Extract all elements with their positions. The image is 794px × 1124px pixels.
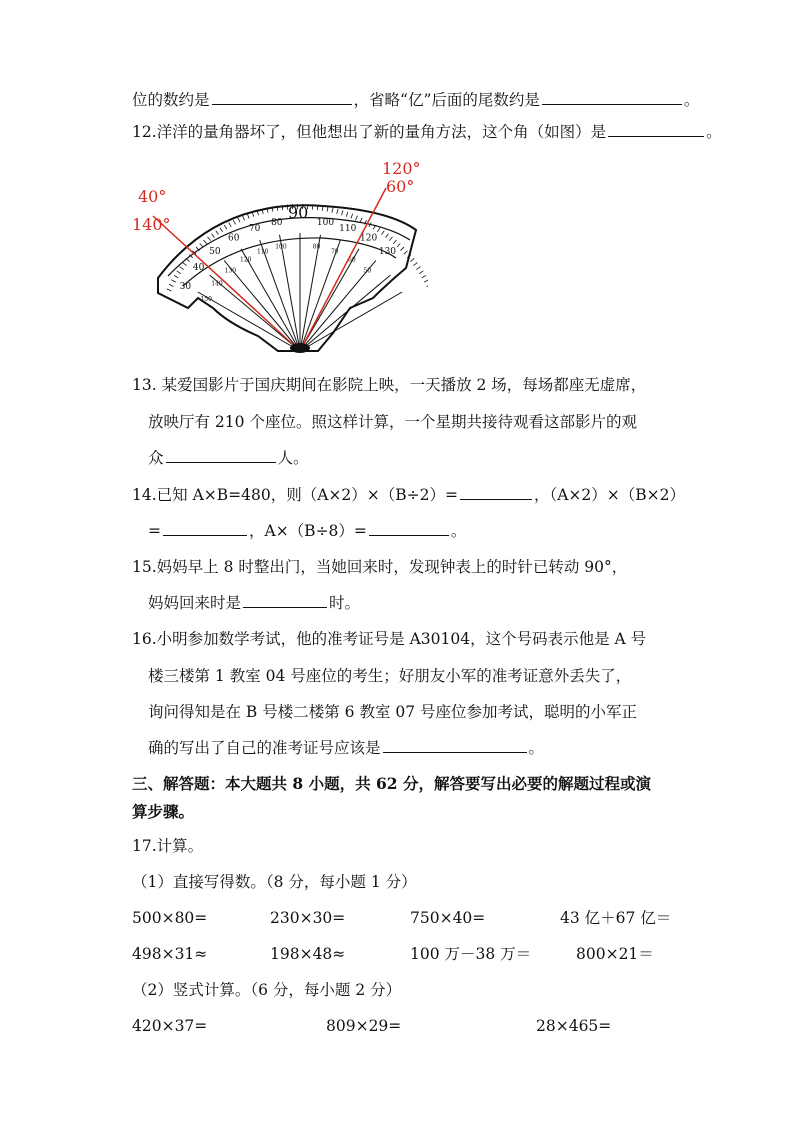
calc-item: 420×37= [132,1017,208,1035]
label-140: 140° [132,215,171,234]
q14-text-c: = [148,522,161,540]
tick-mark [419,271,423,274]
label-120: 120° [382,159,421,178]
q12-text: 12.洋洋的量角器坏了，但他想出了新的量角方法，这个角（如图）是 [132,123,607,141]
q16-blank[interactable] [383,738,527,753]
inner-tick-label: 150 [200,296,212,303]
calc-item: 28×465= [536,1017,612,1035]
tick-mark [422,275,426,278]
outer-tick-label: 110 [339,223,357,234]
q16-text-a: 确的写出了自己的准考证号应该是 [148,739,381,757]
q13-text-b: 人。 [277,449,309,467]
q15-blank[interactable] [243,593,327,608]
q11-blank-1[interactable] [212,90,352,105]
outer-tick-label: 40 [192,263,205,274]
q11-blank-2[interactable] [542,90,682,105]
label-60: 60° [386,177,415,196]
calc-item: 800×21＝ [576,945,654,963]
q14-text-b: ，（A×2）×（B×2） [533,486,686,504]
q14-blank-2[interactable] [163,521,247,536]
inner-tick-label: 120 [240,256,252,264]
inner-tick-label: 60 [348,256,356,264]
q13-blank[interactable] [166,448,276,463]
q15-line2 [148,593,360,613]
section3-heading-line2: 算步骤。 [132,802,195,821]
q12-end: 。 [706,123,722,141]
outer-tick-label: 30 [179,282,192,292]
q14-blank-1[interactable] [460,485,532,500]
inner-tick-label: 50 [363,267,372,275]
inner-tick-label: 110 [257,248,269,256]
inner-tick-label: 130 [224,267,237,275]
protractor-center [290,343,310,353]
inner-tick-label: 70 [330,248,339,256]
q12-line [132,122,722,142]
broken-protractor-figure [128,158,428,358]
calc-item: 100 万－38 万＝ [410,945,532,963]
outer-tick-label: 70 [248,223,261,234]
inner-tick-label: 80 [312,243,321,251]
tick-mark [424,280,428,282]
q15-line1: 15.妈妈早上 8 时整出门，当她回来时，发现钟表上的时针已转动 90°， [132,558,628,576]
outer-tick-label: 130 [378,246,397,257]
q14-line2 [148,521,466,541]
q13-line3 [148,448,309,468]
calc-item: 498×31≈ [132,945,208,963]
calc-item: 43 亿＋67 亿＝ [560,909,672,927]
inner-tick-label: 140 [211,280,223,288]
outer-tick-label: 60 [228,233,240,244]
tick-mark [410,258,414,261]
tick-mark [427,284,428,286]
q14-text-d: ，A×（B÷8）= [249,522,367,540]
q11-text-a: 位的数约是 [132,91,210,109]
q11-text-b: ，省略“亿”后面的尾数约是 [353,91,540,109]
outer-tick-label: 120 [360,233,378,244]
q14-text-e: 。 [450,522,467,540]
q16-text-b: 。 [528,739,545,757]
calc-item: 230×30= [270,909,346,927]
tick-mark [413,263,417,266]
q16-line2: 楼三楼第 1 教室 04 号座位的考生；好朋友小军的准考证意外丢失了， [148,667,632,685]
q16-line4 [148,738,544,758]
label-90: 90 [288,203,309,222]
outer-tick-label: 50 [209,246,221,257]
q13-text-a: 众 [148,449,164,467]
outer-tick-label: 100 [316,218,335,229]
q13-line1: 13. 某爱国影片于国庆期间在影院上映，一天播放 2 场，每场都座无虚席， [132,376,647,394]
outer-tick-label: 80 [271,218,283,229]
q14-text-a: 14.已知 A×B=480，则（A×2）×（B÷2）= [132,486,458,504]
calc-item: 750×40= [410,909,486,927]
q11-end: 。 [683,91,700,109]
tick-mark [416,267,420,270]
q17-part1: （1）直接写得数。（8 分，每小题 1 分） [132,873,417,891]
inner-tick-label: 100 [275,243,287,251]
q17-title: 17.计算。 [132,837,204,855]
q13-line2: 放映厅有 210 个座位。照这样计算，一个星期共接待观看这部影片的观 [148,413,637,431]
calc-item: 198×48≈ [270,945,346,963]
q16-line3: 询问得知是在 B 号楼二楼第 6 教室 07 号座位参加考试，聪明的小军正 [148,703,638,721]
q15-text-b: 时。 [329,594,361,612]
label-40: 40° [138,187,167,206]
q14-blank-3[interactable] [369,521,449,536]
section3-heading-line1: 三、解答题：本大题共 8 小题，共 62 分，解答要写出必要的解题过程或演 [132,774,651,793]
calc-item: 809×29= [326,1017,402,1035]
q17-part2: （2）竖式计算。（6 分，每小题 2 分） [132,981,402,999]
q12-blank[interactable] [608,122,704,137]
q16-line1: 16.小明参加数学考试，他的准考证号是 A30104，这个号码表示他是 A 号 [132,630,647,648]
q11-line [132,90,699,110]
calc-item: 500×80= [132,909,208,927]
q15-text-a: 妈妈回来时是 [148,594,242,612]
q14-line1 [132,485,685,505]
